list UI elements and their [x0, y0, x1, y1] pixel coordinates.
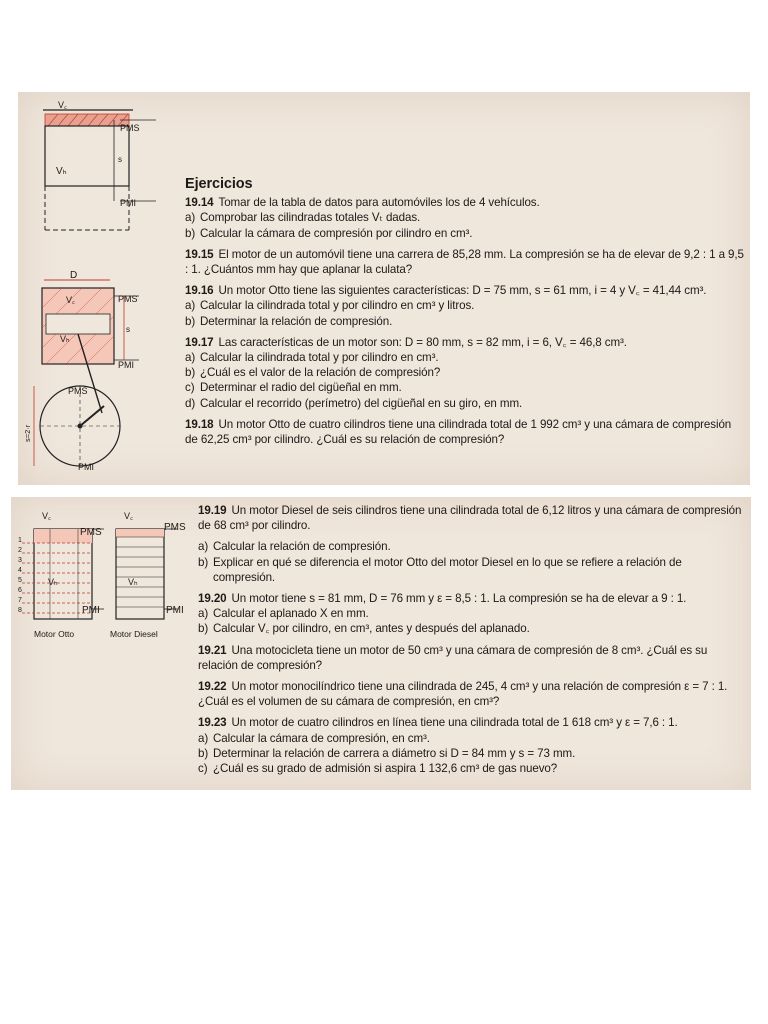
otto-pmi-label: PMI: [82, 605, 100, 616]
exercise-item: b) ¿Cuál es el valor de la relación de compresión?: [185, 366, 441, 380]
exercise-text: Un motor Otto tiene las siguientes características: D = 75 mm, s = 61 mm, i = 4 y V꜀ = 41,44 cm³.: [218, 284, 707, 298]
exercise-item: b) Determinar la relación de carrera a diámetro si D = 84 mm y s = 73 mm.: [198, 746, 576, 760]
row-number: 2: [18, 547, 22, 554]
exercise-item: c) ¿Cuál es su grado de admisión si aspira 1 132,6 cm³ de gas nuevo?: [198, 762, 558, 776]
otto-pms-label: PMS: [80, 527, 102, 538]
exercise-text: Las características de un motor son: D = 80 mm, s = 82 mm, i = 6, V꜀ = 46,8 cm³.: [218, 335, 627, 349]
exercise-text: El motor de un automóvil tiene una carrera de 85,28 mm. La compresión se ha de elevar de 9,2 : 1 a 9,5 : 1. ¿Cuántos mm hay que aplanar la culata?: [185, 247, 744, 277]
pmi-label: PMI: [120, 198, 137, 208]
vh-label-2: Vₕ: [60, 334, 70, 344]
exercise-item: c) Determinar el radio del cigüeñal en mm.: [185, 381, 402, 395]
exercise-19-20: [198, 591, 746, 637]
exercise-item: b) Calcular V꜀ por cilindro, en cm³, antes y después del aplanado.: [198, 622, 530, 636]
vc-label-2: V꜀: [66, 295, 76, 305]
piston-crank-figure: [24, 268, 174, 473]
exercise-item: b) Determinar la relación de compresión.: [185, 314, 393, 328]
diesel-vh-label: Vₕ: [128, 577, 138, 587]
exercise-number: 19.14: [185, 196, 214, 210]
otto-diesel-figure: [16, 505, 191, 640]
exercise-text: Un motor Diesel de seis cilindros tiene una cilindrada total de 6,12 litros y una cámara de compresión de 68 cm³ por cilindro.: [198, 504, 742, 533]
diesel-pms-label: PMS: [164, 522, 186, 533]
exercise-item: a) Calcular la cámara de compresión, en cm³.: [198, 731, 430, 745]
row-number: 8: [18, 607, 22, 614]
row-number: 6: [18, 587, 22, 594]
exercise-number: 19.18: [185, 417, 214, 431]
exercise-text: Un motor Otto de cuatro cilindros tiene una cilindrada total de 1 992 cm³ y una cámara de compresión de 62,25 cm³ por cilindro. ¿Cuál es su relación de compresión?: [185, 417, 732, 447]
pms-label-2: PMS: [118, 294, 138, 304]
exercise-item: a) Calcular la cilindrada total y por cilindro en cm³.: [185, 351, 439, 365]
exercise-19-16: [185, 283, 745, 329]
row-number: 4: [18, 567, 22, 574]
motor-diesel-caption: Motor Diesel: [110, 629, 158, 639]
exercise-item: a) Comprobar las cilindradas totales Vₜ dadas.: [185, 211, 421, 225]
exercise-number: 19.19: [198, 504, 227, 517]
exercise-19-15: [185, 247, 745, 277]
pms-label-3: PMS: [68, 386, 88, 396]
top-exercises: [185, 177, 745, 449]
exercise-19-14: [185, 195, 745, 241]
exercise-19-19: [198, 503, 746, 585]
row-number: 5: [18, 577, 22, 584]
row-number: 7: [18, 597, 22, 604]
pmi-label-2: PMI: [118, 360, 135, 370]
row-number: 3: [18, 557, 22, 564]
motor-otto-caption: Motor Otto: [34, 629, 75, 639]
exercise-number: 19.16: [185, 284, 214, 298]
exercise-text: Un motor monocilíndrico tiene una cilindrada de 245, 4 cm³ y una relación de compresión ε = 7 : 1. ¿Cuál es el volumen de su cámara de compresión, en cm³?: [198, 680, 728, 709]
s-label: s: [118, 155, 122, 164]
exercise-number: 19.17: [185, 335, 214, 349]
section-heading: Ejercicios: [185, 176, 253, 192]
exercise-number: 19.22: [198, 680, 227, 694]
exercise-19-18: [185, 417, 745, 447]
exercise-text: Un motor tiene s = 81 mm, D = 76 mm y ε = 8,5 : 1. La compresión se ha de elevar a 9 : 1.: [231, 592, 687, 606]
bottom-exercises: [198, 503, 746, 778]
row-number: 1: [18, 537, 22, 544]
exercise-19-21: [198, 643, 746, 673]
exercise-item: d) Calcular el recorrido (perímetro) del cigüeñal en su giro, en mm.: [185, 396, 523, 410]
exercise-number: 19.15: [185, 247, 214, 261]
exercise-text: Un motor de cuatro cilindros en línea tiene una cilindrada total de 1 618 cm³ y ε = 7,6 : 1.: [231, 716, 678, 730]
pmi-label-3: PMI: [78, 462, 95, 472]
exercise-item: a) Calcular el aplanado X en mm.: [198, 607, 369, 621]
exercise-text: Tomar de la tabla de datos para automóviles los de 4 vehículos.: [218, 196, 540, 210]
exercise-number: 19.21: [198, 643, 227, 657]
vc-label: V꜀: [58, 100, 68, 110]
d-label: D: [70, 270, 78, 281]
vh-label: Vₕ: [56, 166, 67, 177]
exercise-number: 19.20: [198, 592, 227, 606]
exercise-item: b) Explicar en qué se diferencia el motor Otto del motor Diesel en lo que se refiere a relación de compresión.: [198, 555, 682, 584]
diesel-pmi-label: PMI: [166, 605, 184, 616]
exercise-item: a) Calcular la cilindrada total y por cilindro en cm³ y litros.: [185, 299, 475, 313]
exercise-item: a) Calcular la relación de compresión.: [198, 540, 391, 554]
exercise-19-23: [198, 715, 746, 776]
cylinder-figure-1: [28, 96, 178, 236]
exercise-19-22: [198, 679, 746, 709]
otto-vc-label: V꜀: [42, 511, 52, 521]
diesel-vc-label: V꜀: [124, 511, 134, 521]
s-label-2: s: [126, 325, 130, 334]
exercise-item: b) Calcular la cámara de compresión por cilindro en cm³.: [185, 226, 473, 240]
otto-vh-label: Vₕ: [48, 577, 58, 587]
exercise-number: 19.23: [198, 716, 227, 730]
exercise-text: Una motocicleta tiene un motor de 50 cm³ y una cámara de compresión de 8 cm³. ¿Cuál es su relación de compresión?: [198, 643, 708, 672]
exercise-19-17: [185, 335, 745, 411]
crank-stroke-label: s=2·r: [23, 424, 32, 442]
pms-label: PMS: [120, 123, 140, 133]
